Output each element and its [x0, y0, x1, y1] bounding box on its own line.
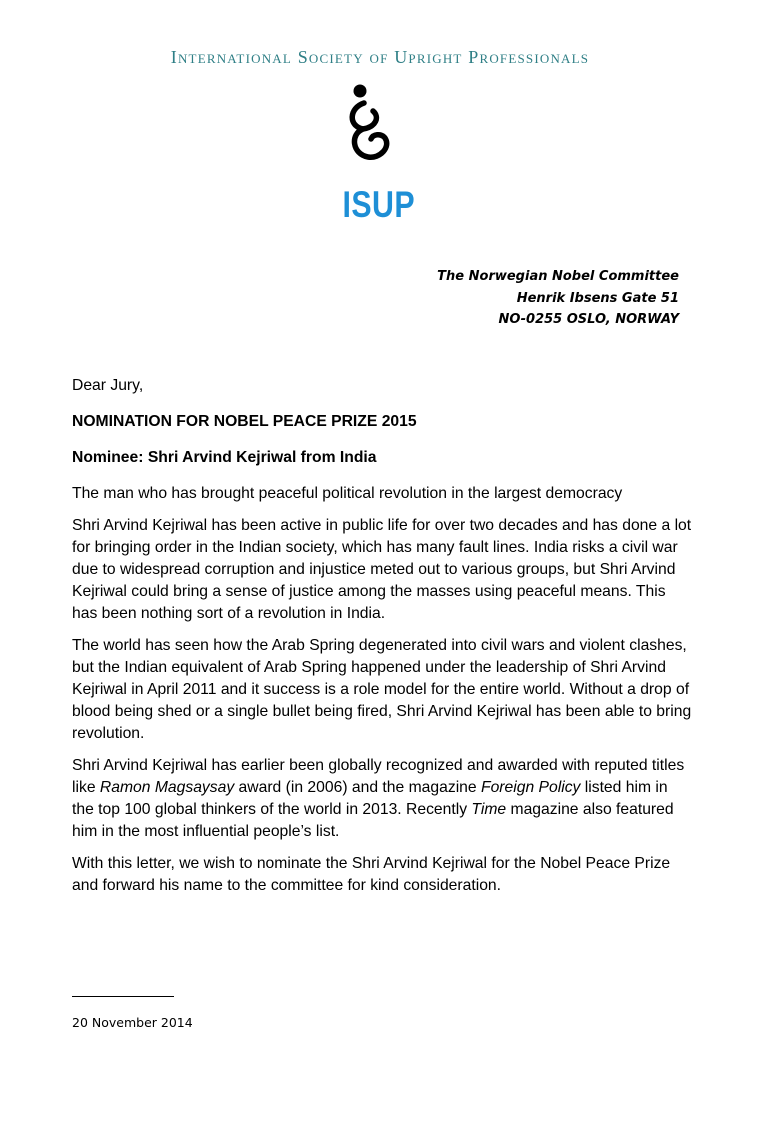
organization-heading: International Society of Upright Professionals — [170, 47, 590, 67]
recipient-address — [437, 266, 679, 331]
recipient-line-1: The Norwegian Nobel Committee — [437, 269, 679, 284]
paragraph-2 — [72, 635, 692, 745]
recipient-line-2: Henrik Ibsens Gate 51 — [516, 290, 679, 306]
nominee-line: Nominee: Shri Arvind Kejriwal from India — [72, 449, 377, 466]
signature-line — [72, 996, 174, 997]
paragraph-4 — [72, 853, 692, 897]
paragraph-3-part-4: magazine also featured him in the most influential people’s list. — [72, 801, 674, 840]
award-name: Ramon Magsaysay — [99, 779, 235, 796]
paragraph-3 — [72, 755, 692, 843]
paragraph-2-text: The world has seen how the Arab Spring degenerated into civil wars and violent clashes, but the Indian equivalent of Arab Spring happened under the leadership of Shri Arvind Kejriwal in April 2011 and it success is a role model for the entire world. Without a drop of blood being shed or a single bullet being fired, Shri Arvind Kejriwal has been able to bring revolution. — [72, 637, 692, 742]
magazine-name-1: Foreign Policy — [480, 779, 581, 796]
paragraph-3-part-2: award (in 2006) and the magazine — [234, 779, 481, 796]
tagline: The man who has brought peaceful political revolution in the largest democracy — [72, 485, 623, 502]
paragraph-4-text: With this letter, we wish to nominate the Shri Arvind Kejriwal for the Nobel Peace Prize and forward his name to the committee for kind consideration. — [72, 855, 671, 894]
magazine-name-2: Time — [471, 801, 507, 818]
paragraph-3-part-1: Shri Arvind Kejriwal has earlier been globally recognized and awarded with reputed titles like — [72, 757, 685, 796]
subject-line: NOMINATION FOR NOBEL PEACE PRIZE 2015 — [72, 413, 417, 430]
letter-date: 20 November 2014 — [72, 1015, 193, 1030]
paragraph-1 — [72, 515, 692, 625]
paragraph-3-text — [72, 755, 692, 843]
recipient-line-3: NO-0255 OSLO, NORWAY — [498, 312, 679, 327]
paragraph-1-text: Shri Arvind Kejriwal has been active in public life for over two decades and has done a lot for bringing order in the Indian society, which has many fault lines. India risks a civil war due to widespread corruption and injustice meted out to various groups, but Shri Arvind Kejriwal could bring a sense of justice among the masses using peaceful means. This has been nothing sort of a revolution in India. — [72, 517, 692, 622]
greeting: Dear Jury, — [72, 377, 144, 394]
isup-logo-text: ISUP — [342, 184, 415, 225]
paragraph-3-part-3: listed him in the top 100 global thinkers of the world in 2013. Recently — [72, 779, 668, 818]
isup-logo-icon — [340, 82, 400, 166]
